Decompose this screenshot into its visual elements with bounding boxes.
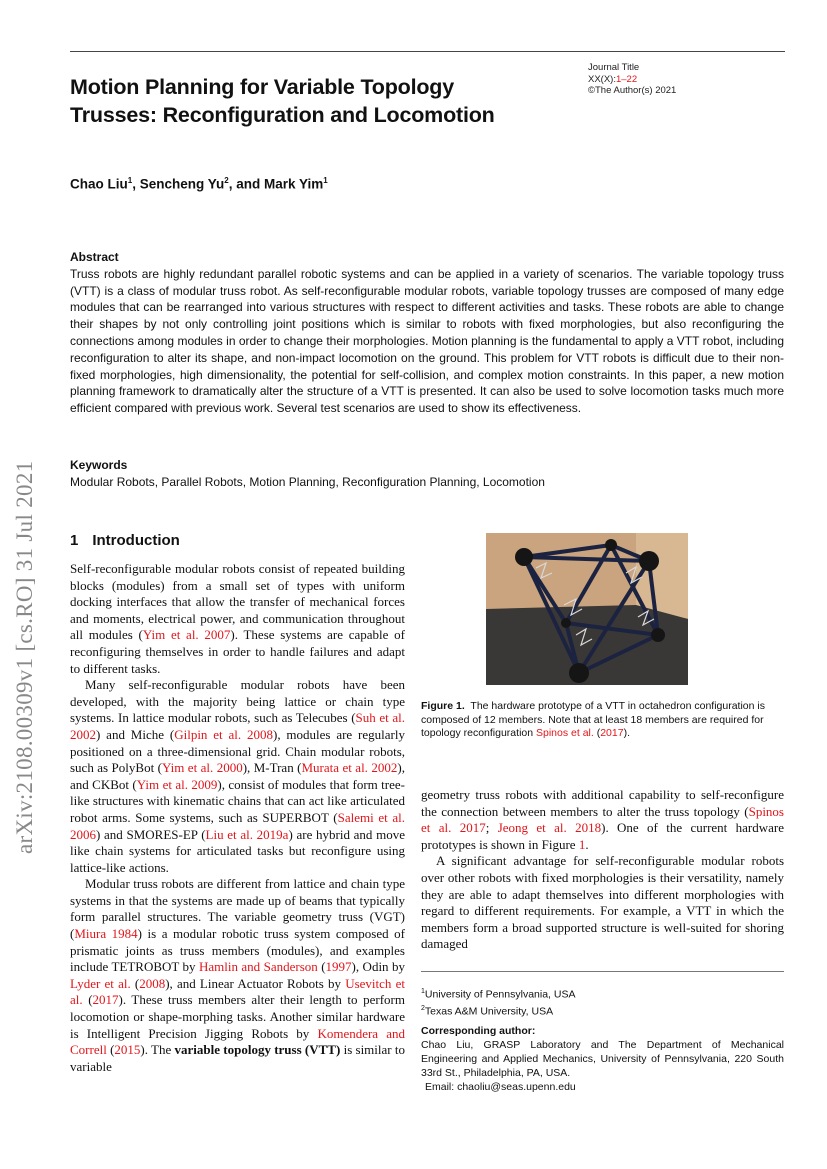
- figure-1-caption: Figure 1. The hardware prototype of a VTT in octahedron configuration is composed of 12 members. Note that at least 18 members are required for topology reconfiguration Spinos et al. (2017).: [421, 700, 765, 739]
- footnote-rule: [421, 971, 784, 972]
- citation-link[interactable]: Spinos et al. 2017: [421, 803, 784, 836]
- author-email: Email: chaoliu@seas.upenn.edu: [425, 1081, 576, 1093]
- author: Mark Yim: [263, 176, 324, 192]
- affil-mark: 1: [323, 176, 328, 185]
- section-number: 1: [70, 532, 79, 549]
- journal-info: [588, 62, 676, 97]
- journal-pages: XX(X):1–22: [588, 73, 638, 85]
- affil-mark: 1: [127, 176, 133, 185]
- author: Chao Liu: [70, 176, 128, 192]
- pages-link[interactable]: 1–22: [615, 73, 638, 85]
- section-title: Introduction: [92, 532, 180, 549]
- citation-link[interactable]: Komendera and Correll: [70, 1025, 405, 1058]
- vtt-term: variable topology truss (VTT): [174, 1042, 341, 1058]
- citation-link[interactable]: Yim et al. 2007: [142, 627, 231, 643]
- citation-link[interactable]: Spinos et al.: [536, 727, 594, 739]
- paragraph: Self-reconfigurable modular robots consist of repeated building blocks (modules) from a small set of types with uniform docking interfaces that allow the transfer of mechanical forces and moments, electrical power, and communication throughout all modules (Yim et al. 2007). These systems are capable of reconfiguring themselves in order to handle failures and adapt to different tasks.: [70, 561, 405, 676]
- citation-link[interactable]: 2015: [114, 1042, 141, 1058]
- citation-link[interactable]: 2008: [139, 975, 166, 991]
- citation-link[interactable]: Gilpin et al. 2008: [174, 726, 273, 742]
- citation-link[interactable]: Lyder et al.: [70, 975, 131, 991]
- affiliation: $^1$University of Pennsylvania, USA: [421, 988, 576, 1001]
- citation-link[interactable]: Liu et al. 2019a: [205, 826, 289, 842]
- keywords-text: Modular Robots, Parallel Robots, Motion Planning, Reconfiguration Planning, Locomotion: [70, 474, 545, 489]
- corresponding-address: Chao Liu, GRASP Laboratory and The Department of Mechanical Engineering and Applied Mechanics, University of Pennsylvania, 220 South 33rd St., Philadelphia, PA, USA.: [421, 1039, 784, 1079]
- abstract-heading: Abstract: [70, 250, 119, 264]
- affiliations: [421, 985, 575, 1018]
- arxiv-stamp: arXiv:2108.00309v1 [cs.RO] 31 Jul 2021: [12, 460, 37, 854]
- header-rule: [70, 51, 785, 52]
- figure-ref-link[interactable]: 1: [578, 836, 586, 852]
- paragraph: Modular truss robots are different from lattice and chain type systems in that the systems are made up of beams that typically form parallel structures. The variable geometry truss (VGT) (Miura 1984) is a modular robotic truss system composed of prismatic joints as truss members (modules), and examples include TETROBOT by Hamlin and Sanderson (1997), Odin by Lyder et al. (2008), and Linear Actuator Robots by Usevitch et al. (2017). These truss members alter their length to perform locomotion or shape-morphing tasks. Another similar hardware is Intelligent Precision Jigging Robots by Komendera and Correll (2015). The variable topology truss (VTT) is similar to variable: [70, 876, 405, 1074]
- figure-1-image: [486, 533, 688, 685]
- affil-mark: 2: [224, 176, 229, 185]
- abstract-text: Truss robots are highly redundant parallel robotic systems and can be applied in a variety of scenarios. The variable topology truss (VTT) is a class of modular truss robot. As self-reconfigurable modular robots, variable topology trusses are composed of many edge modules that can be rearranged into various structures with respect to different activities and tasks. These robots are able to change their shapes by not only controlling joint positions which is similar to robots with fixed morphologies, but also reconfiguring the connections among modules in order to change their morphologies. Motion planning is the fundamental to apply a VTT robot, including reconfiguration to alter its shape, and non-impact locomotion on the ground. This problem for VTT robots is difficult due to their non-fixed morphologies, high dimensionality, the potential for self-collision, and complex motion constraints. In this paper, a new motion planning framework to dramatically alter the structure of a VTT is presented. It can also be used to solve locomotion tasks much more efficient compared with previous work. Several test scenarios are used to show its effectiveness.: [70, 266, 784, 416]
- paragraph: A significant advantage for self-reconfigurable modular robots over other robots with fixed morphologies is their versatility, namely they are able to adapt themselves into different morphologies with regard to different requirements. For example, a VTT in which the members form a broad supported structure is well-suited for shoring damaged: [421, 853, 784, 952]
- journal-title: Journal Title: [588, 62, 640, 73]
- citation-link[interactable]: Jeong et al. 2018: [497, 820, 602, 836]
- corresponding-author: [421, 1024, 784, 1080]
- citation-link[interactable]: 2017: [600, 727, 624, 739]
- affiliation: $^2$Texas A&M University, USA: [421, 1004, 554, 1017]
- citation-link[interactable]: Murata et al. 2002: [301, 760, 398, 776]
- figure-label: Figure 1.: [421, 700, 465, 712]
- abstract: [70, 249, 784, 417]
- left-column: [70, 561, 405, 1075]
- vtt-robot-photo: [486, 533, 688, 685]
- paragraph: Many self-reconfigurable modular robots have been developed, with the majority being lattice or chain type systems. In lattice modular robots, such as Telecubes (Suh et al. 2002) and Miche (Gilpin et al. 2008), modules are regularly positioned on a three-dimensional grid. Chain modular robots, such as PolyBot (Yim et al. 2000), M-Tran (Murata et al. 2002), and CKBot (Yim et al. 2009), consist of modules that form tree-like structures with kinematic chains that can act like articulated robot arms. Some systems, such as SUPERBOT (Salemi et al. 2006) and SMORES-EP (Liu et al. 2019a) are hybrid and move like chain systems for articulated tasks but reconfigure using lattice-like actions.: [70, 677, 406, 875]
- citation-link[interactable]: 2017: [92, 992, 119, 1008]
- right-column: [421, 787, 784, 953]
- citation-link[interactable]: Yim et al. 2000: [161, 760, 243, 776]
- citation-link[interactable]: Suh et al. 2002: [70, 710, 405, 742]
- copyright: ©The Author(s) 2021: [588, 85, 677, 96]
- keywords-heading: Keywords: [70, 458, 128, 472]
- paragraph: geometry truss robots with additional capability to self-reconfigure the connection between members to alter the truss topology (Spinos et al. 2017; Jeong et al. 2018). One of the current hardware prototypes is shown in Figure 1.: [421, 787, 784, 852]
- author: Sencheng Yu: [139, 176, 225, 192]
- section-heading: [70, 532, 180, 549]
- author-list: Chao Liu$^1$, Sencheng Yu$^2$, and Mark Yim$^1$: [70, 176, 328, 192]
- citation-link[interactable]: Miura 1984: [74, 926, 138, 942]
- citation-link[interactable]: Salemi et al. 2006: [70, 809, 405, 842]
- citation-link[interactable]: Hamlin and Sanderson: [198, 959, 318, 975]
- citation-link[interactable]: Yim et al. 2009: [136, 776, 218, 792]
- citation-link[interactable]: Usevitch et al.: [70, 975, 405, 1008]
- corresponding-heading: Corresponding author:: [421, 1025, 536, 1037]
- keywords: [70, 457, 784, 490]
- citation-link[interactable]: 1997: [325, 959, 352, 975]
- paper-title: Motion Planning for Variable Topology Trusses: Reconfiguration and Locomotion: [70, 75, 495, 127]
